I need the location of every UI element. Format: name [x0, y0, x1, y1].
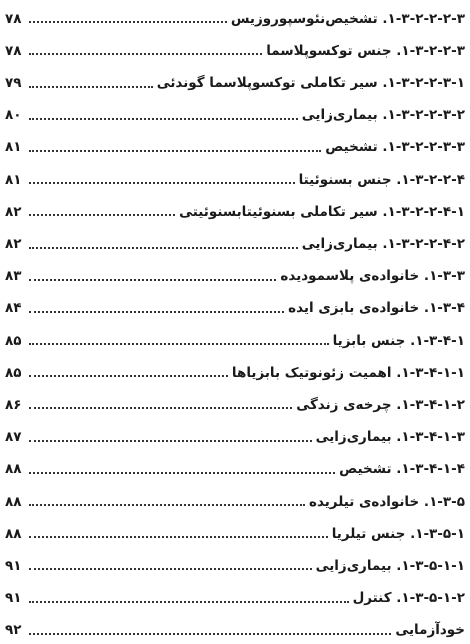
toc-entry-title: ۱-۳-۲-۲-۳-۱. سیر تکاملی توکسوپلاسما گوندئی: [156, 75, 465, 92]
dot-leader: [29, 601, 349, 603]
toc-entry-title: ۱-۳-۲-۲-۳. جنس توکسوپلاسما: [266, 42, 465, 59]
toc-entry-title: ۱-۳-۴-۱-۳. بیماری‌زایی: [315, 429, 465, 446]
toc-entry-title: ۱-۳-۵-۱-۱. بیماری‌زایی: [315, 557, 465, 574]
toc-entry-title: ۱-۳-۵-۱. جنس تیلریا: [331, 525, 465, 542]
toc-entry[interactable]: [5, 483, 465, 515]
toc-entry[interactable]: [5, 0, 465, 32]
toc-entry-title: ۱-۳-۴-۱-۱. اهمیت زئونوتیک بابزیاها: [231, 364, 465, 381]
toc-entry-page-number: ۷۸: [5, 10, 22, 27]
toc-entry-title: ۱-۳-۵-۱-۲. کنترل: [352, 590, 465, 607]
toc-entry[interactable]: [5, 97, 465, 129]
toc-entry[interactable]: [5, 515, 465, 547]
toc-entry-page-number: ۸۵: [5, 364, 22, 381]
toc-entry-page-number: ۸۲: [5, 236, 22, 252]
toc-entry-page-number: ۸۸: [5, 461, 22, 478]
dot-leader: [29, 504, 305, 506]
dot-leader: [29, 407, 292, 409]
dot-leader: [29, 568, 312, 570]
toc-entry-title: ۱-۳-۴-۱-۴. تشخیص: [339, 461, 465, 478]
toc-entry-title: ۱-۳-۲-۲-۳-۲. بیماری‌زایی: [301, 107, 465, 124]
toc-entry[interactable]: [5, 451, 465, 483]
toc-entry-page-number: ۹۱: [5, 557, 22, 574]
toc-entry-title: خودآزمایی: [395, 622, 465, 639]
toc-entry-page-number: ۸۰: [5, 107, 22, 124]
dot-leader: [29, 440, 312, 442]
toc-entry-title: ۱-۳-۴-۱-۲. چرخه‌ی زندگی: [296, 396, 465, 413]
toc-entry-page-number: ۷۹: [5, 75, 22, 92]
toc-entry-title: ۱-۳-۴-۱. جنس بابزیا: [332, 332, 465, 349]
toc-entry-title: ۱-۳-۲-۲-۳-۳. تشخیص: [325, 139, 465, 156]
toc-entry-title: ۱-۳-۳. خانواده‌ی پلاسمودیده: [280, 268, 465, 285]
toc-entry-title: ۱-۳-۵. خانواده‌ی تیلریده: [308, 493, 465, 510]
dot-leader: [29, 214, 175, 216]
toc-entry[interactable]: [5, 193, 465, 225]
toc-entry-page-number: ۸۳: [5, 268, 22, 285]
dot-leader: [29, 311, 284, 313]
dot-leader: [29, 53, 262, 55]
toc-entry-page-number: ۹۱: [5, 590, 22, 607]
dot-leader: [29, 343, 329, 345]
toc-entry[interactable]: [5, 612, 465, 644]
toc-entry[interactable]: [5, 64, 465, 96]
toc-entry[interactable]: [5, 32, 465, 64]
toc-entry-title: ۱-۳-۲-۲-۴. جنس بسنوئیتا: [298, 171, 465, 188]
dot-leader: [29, 21, 227, 23]
toc-entry[interactable]: [5, 258, 465, 290]
toc-entry-page-number: ۸۱: [5, 171, 22, 188]
toc-entry[interactable]: [5, 386, 465, 418]
toc-entry-page-number: ۹۲: [5, 622, 22, 639]
toc-entry-page-number: ۸۴: [5, 300, 22, 317]
toc-entry-page-number: ۸۲: [5, 203, 22, 220]
table-of-contents: [5, 0, 465, 644]
toc-entry[interactable]: [5, 322, 465, 354]
dot-leader: [29, 182, 295, 184]
toc-entry-page-number: ۷۸: [5, 42, 22, 59]
toc-entry-page-number: ۸۶: [5, 396, 22, 413]
toc-entry-page-number: ۸۸: [5, 493, 22, 510]
dot-leader: [29, 375, 228, 377]
toc-entry-page-number: ۸۷: [5, 429, 22, 446]
toc-entry[interactable]: [5, 418, 465, 450]
toc-entry[interactable]: [5, 161, 465, 193]
toc-entry-page-number: ۸۵: [5, 332, 22, 349]
dot-leader: [29, 633, 391, 635]
dot-leader: [29, 247, 298, 249]
toc-entry[interactable]: [5, 354, 465, 386]
dot-leader: [29, 86, 153, 88]
toc-entry[interactable]: [5, 579, 465, 611]
toc-entry[interactable]: [5, 129, 465, 161]
toc-entry-page-number: ۸۱: [5, 139, 22, 156]
toc-entry[interactable]: [5, 547, 465, 579]
dot-leader: [29, 118, 298, 120]
dot-leader: [29, 279, 276, 281]
dot-leader: [29, 536, 328, 538]
toc-entry[interactable]: [5, 225, 465, 257]
toc-entry[interactable]: [5, 290, 465, 322]
toc-entry-title: ۱-۳-۲-۲-۴-۱. سیر تکاملی بسنوئیتابسنوئیتی: [179, 203, 465, 220]
toc-entry-title: ۱-۳-۴. خانواده‌ی بابزی ایده: [288, 300, 465, 317]
dot-leader: [29, 472, 335, 474]
toc-entry-title: ۱-۳-۲-۲-۴-۲. بیماری‌زایی: [301, 236, 465, 252]
toc-entry-page-number: ۸۸: [5, 525, 22, 542]
toc-entry-title: ۱-۳-۲-۲-۲-۳. تشخیص‌نئوسپوروزیس: [230, 10, 465, 27]
dot-leader: [29, 150, 321, 152]
